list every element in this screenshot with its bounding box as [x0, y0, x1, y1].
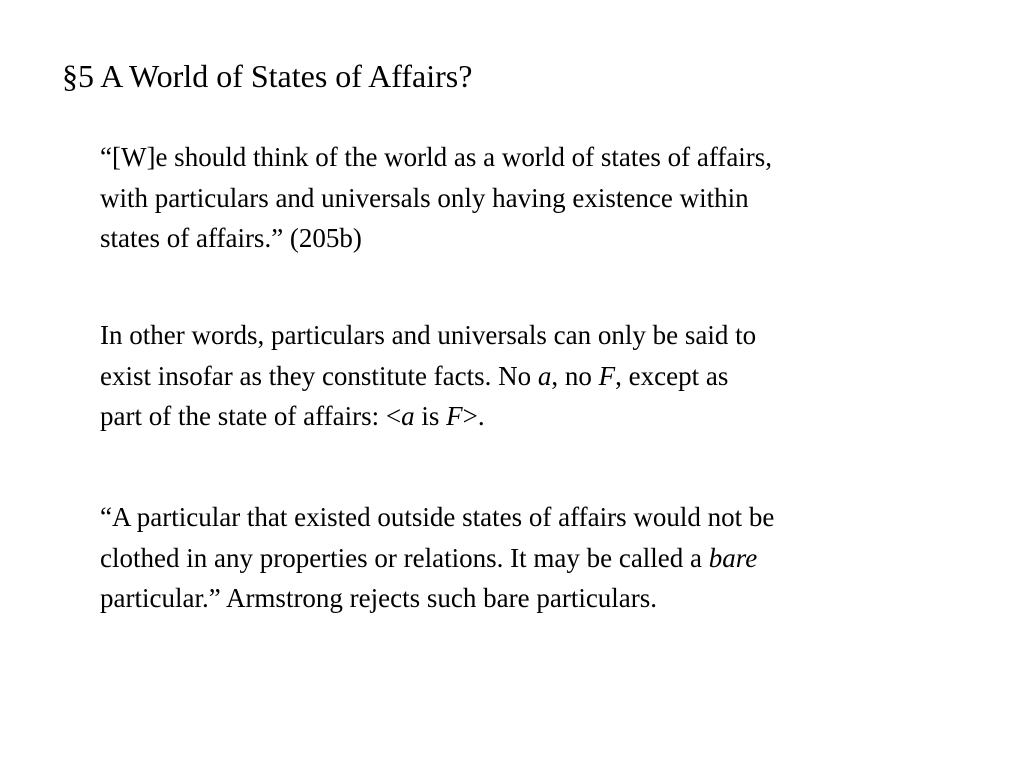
text-line: “A particular that existed outside states of affairs would not be — [100, 502, 775, 532]
text-line — [100, 538, 980, 579]
explanation-paragraph — [100, 315, 980, 437]
text-run: >. — [462, 401, 485, 431]
italic-word-bare: bare — [708, 542, 758, 573]
text-line: particular.” Armstrong rejects such bare particulars. — [100, 583, 658, 613]
text-line: “[W]e should think of the world as a world of states of affairs, — [100, 142, 773, 172]
quote-paragraph-1 — [100, 137, 980, 259]
text-line: In other words, particulars and universals can only be said to — [100, 320, 757, 350]
slide-title: §5 A World of States of Affairs? — [62, 58, 473, 94]
text-line: states of affairs.” (205b) — [100, 223, 362, 253]
italic-variable-f: F — [446, 401, 463, 431]
text-run: exist insofar as they constitute facts. No — [100, 360, 538, 391]
text-line — [100, 396, 980, 437]
text-line: with particulars and universals only having existence within — [100, 182, 749, 213]
text-run: , no — [551, 360, 599, 391]
italic-variable-f: F — [598, 360, 616, 391]
text-run: , except as — [615, 360, 729, 391]
quote-paragraph-2 — [100, 497, 980, 619]
italic-variable-a: a — [401, 401, 415, 431]
text-run: part of the state of affairs: < — [100, 401, 402, 431]
italic-variable-a: a — [537, 360, 552, 391]
text-run: clothed in any properties or relations. It may be called a — [100, 542, 709, 573]
text-run: is — [414, 401, 447, 431]
text-line — [100, 356, 980, 397]
